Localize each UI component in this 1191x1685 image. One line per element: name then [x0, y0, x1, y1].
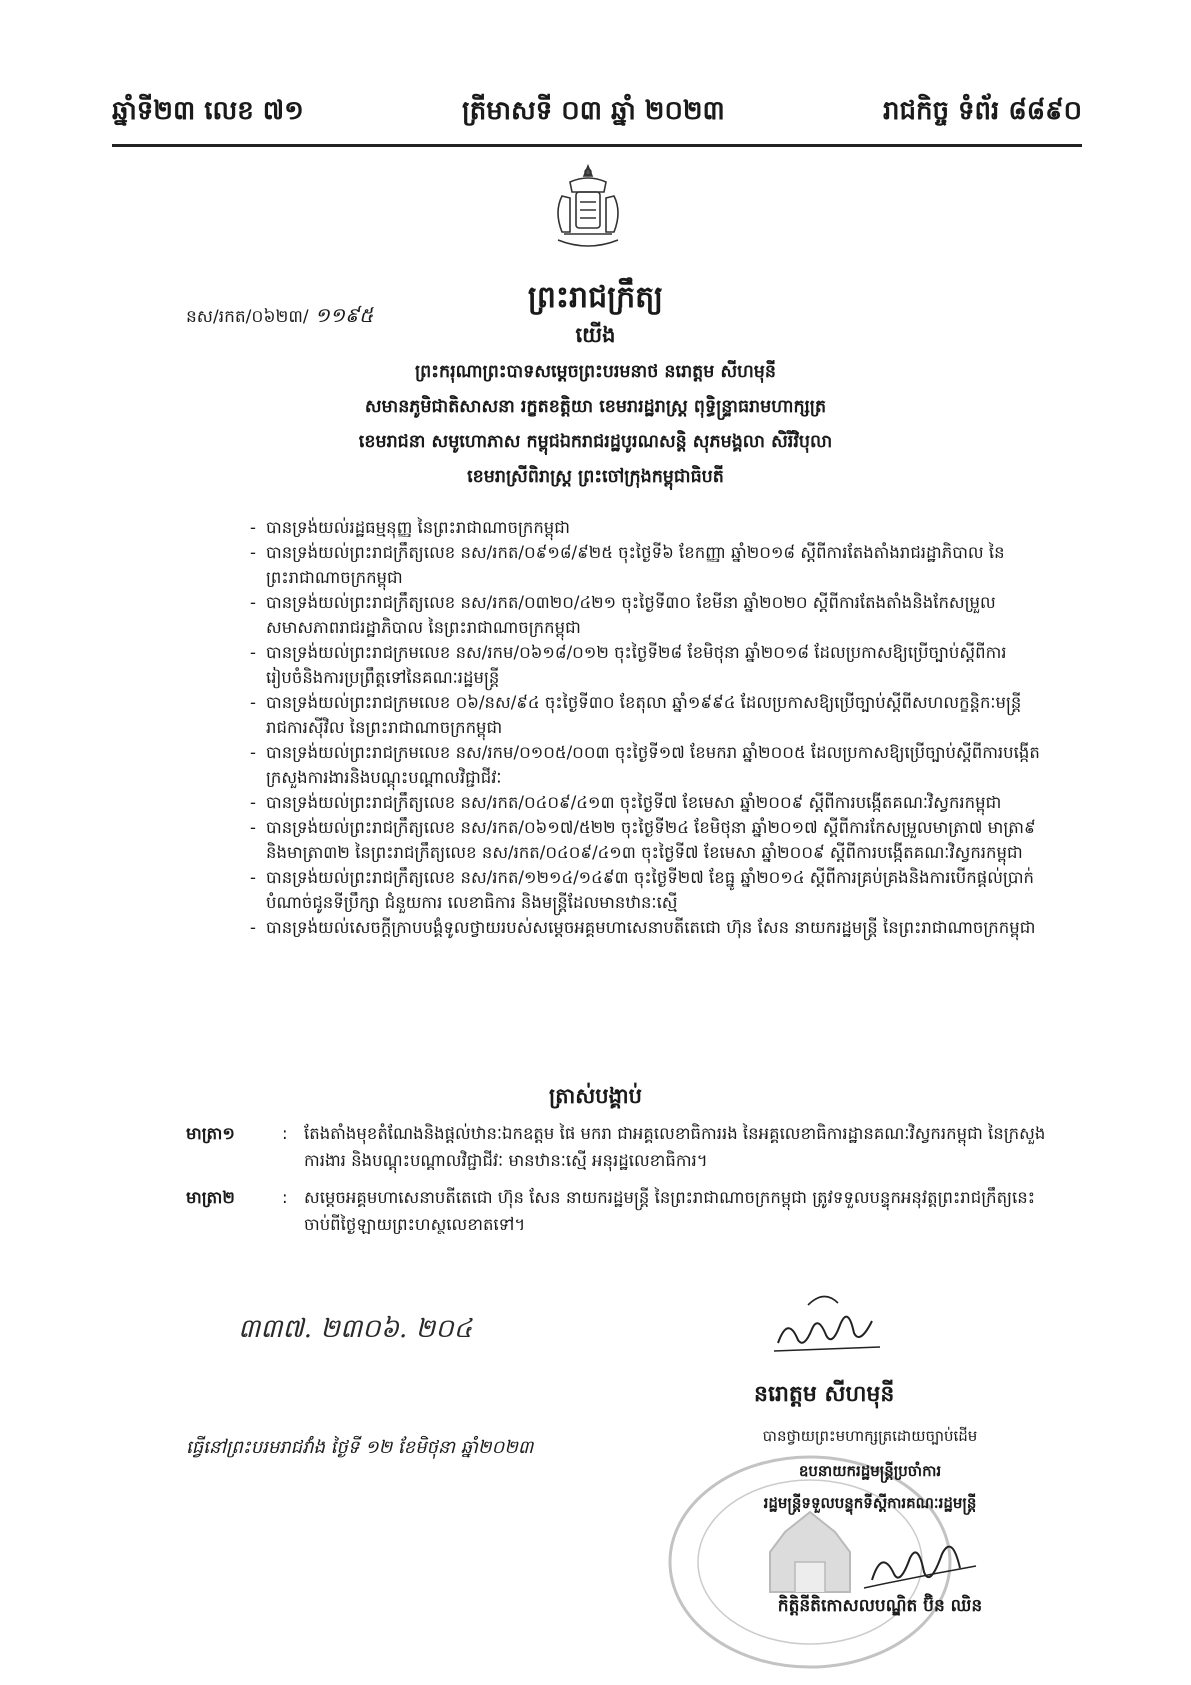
visa-item: - បានទ្រង់យល់រដ្ឋធម្មនុញ្ញ នៃព្រះរាជាណាចក្រកម្ពុជា	[250, 515, 1040, 540]
visa-item: - បានទ្រង់យល់សេចក្ដីក្រាបបង្គំទូលថ្វាយរបស់សម្ដេចអគ្គមហាសេនាបតីតេជោ ហ៊ុន សែន នាយករដ្ឋមន្ត្រី នៃព្រះរាជាណាចក្រកម្ពុជា	[250, 915, 1040, 940]
countersign-line: បានថ្វាយព្រះមហាក្សត្រដោយច្បាប់ដើម	[762, 1427, 978, 1445]
header-divider	[112, 144, 1082, 147]
decree-reference-number: ១១៩៥	[314, 303, 374, 327]
visa-item: - បានទ្រង់យល់ព្រះរាជក្រឹត្យលេខ នស/រកត/០៣២០/៤២១ ចុះថ្ងៃទី៣០ ខែមីនា ឆ្នាំ២០២០ ស្ដីពីការតែងតាំងនិងកែសម្រួលសមាសភាពរាជរដ្ឋាភិបាល នៃព្រះរាជាណាចក្រកម្ពុជា	[250, 590, 1040, 640]
king-title-line: ខេមរាជនា សមូហោភាស កម្ពុជឯករាជរដ្ឋបូរណសន្តិ សុភមង្គលា សិរីវិបុលា	[358, 432, 833, 452]
minister-name: កិត្តិនីតិកោសលបណ្ឌិត ប៊ិន ឈិន	[777, 1596, 983, 1616]
decree-reference-code: នស/រកត/០៦២៣/	[186, 307, 309, 327]
minister-signature-icon	[860, 1528, 980, 1598]
article-text: សម្ដេចអគ្គមហាសេនាបតីតេជោ ហ៊ុន សែន នាយករដ្ឋមន្ត្រី នៃព្រះរាជាណាចក្រកម្ពុជា ត្រូវទទួលបន្ទុកអនុវត្តព្រះរាជក្រឹត្យនេះ ចាប់ពីថ្ងៃឡាយព្រះហស្ថលេខាតទៅ។	[304, 1188, 1035, 1234]
article-text: តែងតាំងមុខតំណែងនិងផ្ដល់ឋានៈឯកឧត្ដម ផៃ មករា ជាអគ្គលេខាធិការរង នៃអគ្គលេខាធិការដ្ឋានគណៈវិស្វករកម្ពុជា នៃក្រសួងការងារ និងបណ្ដុះបណ្ដាលវិជ្ជាជីវៈ មានឋានៈស្មើ អនុរដ្ឋលេខាធិការ។	[304, 1124, 1046, 1170]
countersign-line: ឧបនាយករដ្ឋមន្ត្រីប្រចាំការ	[798, 1462, 942, 1480]
visa-item: - បានទ្រង់យល់ព្រះរាជក្រឹត្យលេខ នស/រកត/០៦១៧/៥២២ ចុះថ្ងៃទី២៤ ខែមិថុនា ឆ្នាំ២០១៧ ស្ដីពីការកែសម្រួលមាត្រា៧ មាត្រា៩ និងមាត្រា៣២ នៃព្រះរាជក្រឹត្យលេខ នស/រកត/០៤០៩/៤១៣ ចុះថ្ងៃទី៧ ខែមេសា ឆ្នាំ២០០៩ ស្ដីពីការបង្កើតគណៈវិស្វករកម្ពុជា	[250, 815, 1040, 865]
article-label: មាត្រា២	[186, 1188, 235, 1207]
decree-title: ព្រះរាជក្រឹត្យ	[527, 280, 664, 315]
gazette-year-issue: ឆ្នាំទី២៣ លេខ ៧១	[112, 96, 304, 126]
king-signature-icon	[768, 1285, 888, 1360]
king-title-line: សមានភូមិជាតិសាសនា រក្ខតខត្តិយា ខេមរារដ្ឋរាស្ត្រ ពុទ្ធិន្ទ្រាធរាមហាក្សត្រ	[364, 397, 827, 417]
article-colon: :	[282, 1188, 288, 1207]
we-heading: យើង	[575, 322, 616, 347]
handwritten-date: ៣៣៧. ២៣០៦. ២០៤	[238, 1314, 473, 1344]
visa-list	[250, 515, 1040, 940]
visa-item: - បានទ្រង់យល់ព្រះរាជក្រឹត្យលេខ នស/រកត/០៤០៩/៤១៣ ចុះថ្ងៃទី៧ ខែមេសា ឆ្នាំ២០០៩ ស្ដីពីការបង្កើតគណៈវិស្វករកម្ពុជា	[250, 790, 1040, 815]
visa-item: - បានទ្រង់យល់ព្រះរាជក្រឹត្យលេខ នស/រកត/០៩១៨/៩២៥ ចុះថ្ងៃទី៦ ខែកញ្ញា ឆ្នាំ២០១៨ ស្ដីពីការតែងតាំងរាជរដ្ឋាភិបាល នៃព្រះរាជាណាចក្រកម្ពុជា	[250, 540, 1040, 590]
gazette-page: រាជកិច្ច ទំព័រ ៨៨៩០	[882, 96, 1082, 126]
visa-item: - បានទ្រង់យល់ព្រះរាជក្រមលេខ នស/រកម/០១០៥/០០៣ ចុះថ្ងៃទី១៧ ខែមករា ឆ្នាំ២០០៥ ដែលប្រកាសឱ្យប្រើច្បាប់ស្ដីពីការបង្កើតក្រសួងការងារនិងបណ្ដុះបណ្ដាលវិជ្ជាជីវៈ	[250, 740, 1040, 790]
king-title-line: ខេមរាស្រីពិរាស្ត្រ ព្រះចៅក្រុងកម្ពុជាធិបតី	[467, 467, 724, 487]
place-and-date: ធ្វើនៅព្រះបរមរាជវាំង ថ្ងៃទី ១២ ខែមិថុនា ឆ្នាំ២០២៣	[186, 1437, 534, 1458]
article-label: មាត្រា១	[186, 1124, 235, 1143]
visa-item: - បានទ្រង់យល់ព្រះរាជក្រមលេខ នស/រកម/០៦១៨/០១២ ចុះថ្ងៃទី២៨ ខែមិថុនា ឆ្នាំ២០១៨ ដែលប្រកាសឱ្យប្រើច្បាប់ស្ដីពីការរៀបចំនិងការប្រព្រឹត្តទៅនៃគណៈរដ្ឋមន្ត្រី	[250, 640, 1040, 690]
gazette-date: ត្រីមាសទី ០៣ ឆ្នាំ ២០២៣	[461, 96, 725, 126]
king-title-line: ព្រះករុណាព្រះបាទសម្ដេចព្រះបរមនាថ នរោត្ដម សីហមុនី	[414, 362, 777, 382]
king-name: នរោត្ដម សីហមុនី	[754, 1381, 895, 1407]
article-1	[186, 1120, 1046, 1174]
visa-item: - បានទ្រង់យល់ព្រះរាជក្រមលេខ ០៦/នស/៩៤ ចុះថ្ងៃទី៣០ ខែតុលា ឆ្នាំ១៩៩៤ ដែលប្រកាសឱ្យប្រើច្បាប់ស្ដីពីសហលក្ខន្តិកៈមន្ត្រីរាជការស៊ីវិល នៃព្រះរាជាណាចក្រកម្ពុជា	[250, 690, 1040, 740]
gazette-header	[112, 92, 1082, 134]
royal-emblem-icon	[540, 162, 636, 258]
article-2	[186, 1184, 1046, 1238]
orders-heading: ត្រាស់បង្គាប់	[549, 1083, 642, 1108]
article-colon: :	[282, 1124, 288, 1143]
countersign-line: រដ្ឋមន្ត្រីទទួលបន្ទុកទីស្ដីការគណៈរដ្ឋមន្ត្រី	[763, 1494, 977, 1512]
visa-item: - បានទ្រង់យល់ព្រះរាជក្រឹត្យលេខ នស/រកត/១២១៤/១៤៩៣ ចុះថ្ងៃទី២៧ ខែធ្នូ ឆ្នាំ២០១៤ ស្ដីពីការគ្រប់គ្រងនិងការបើកផ្ដល់ប្រាក់បំណាច់ជូនទីប្រឹក្សា ជំនួយការ លេខាធិការ និងមន្ត្រីដែលមានឋានៈស្មើ	[250, 865, 1040, 915]
